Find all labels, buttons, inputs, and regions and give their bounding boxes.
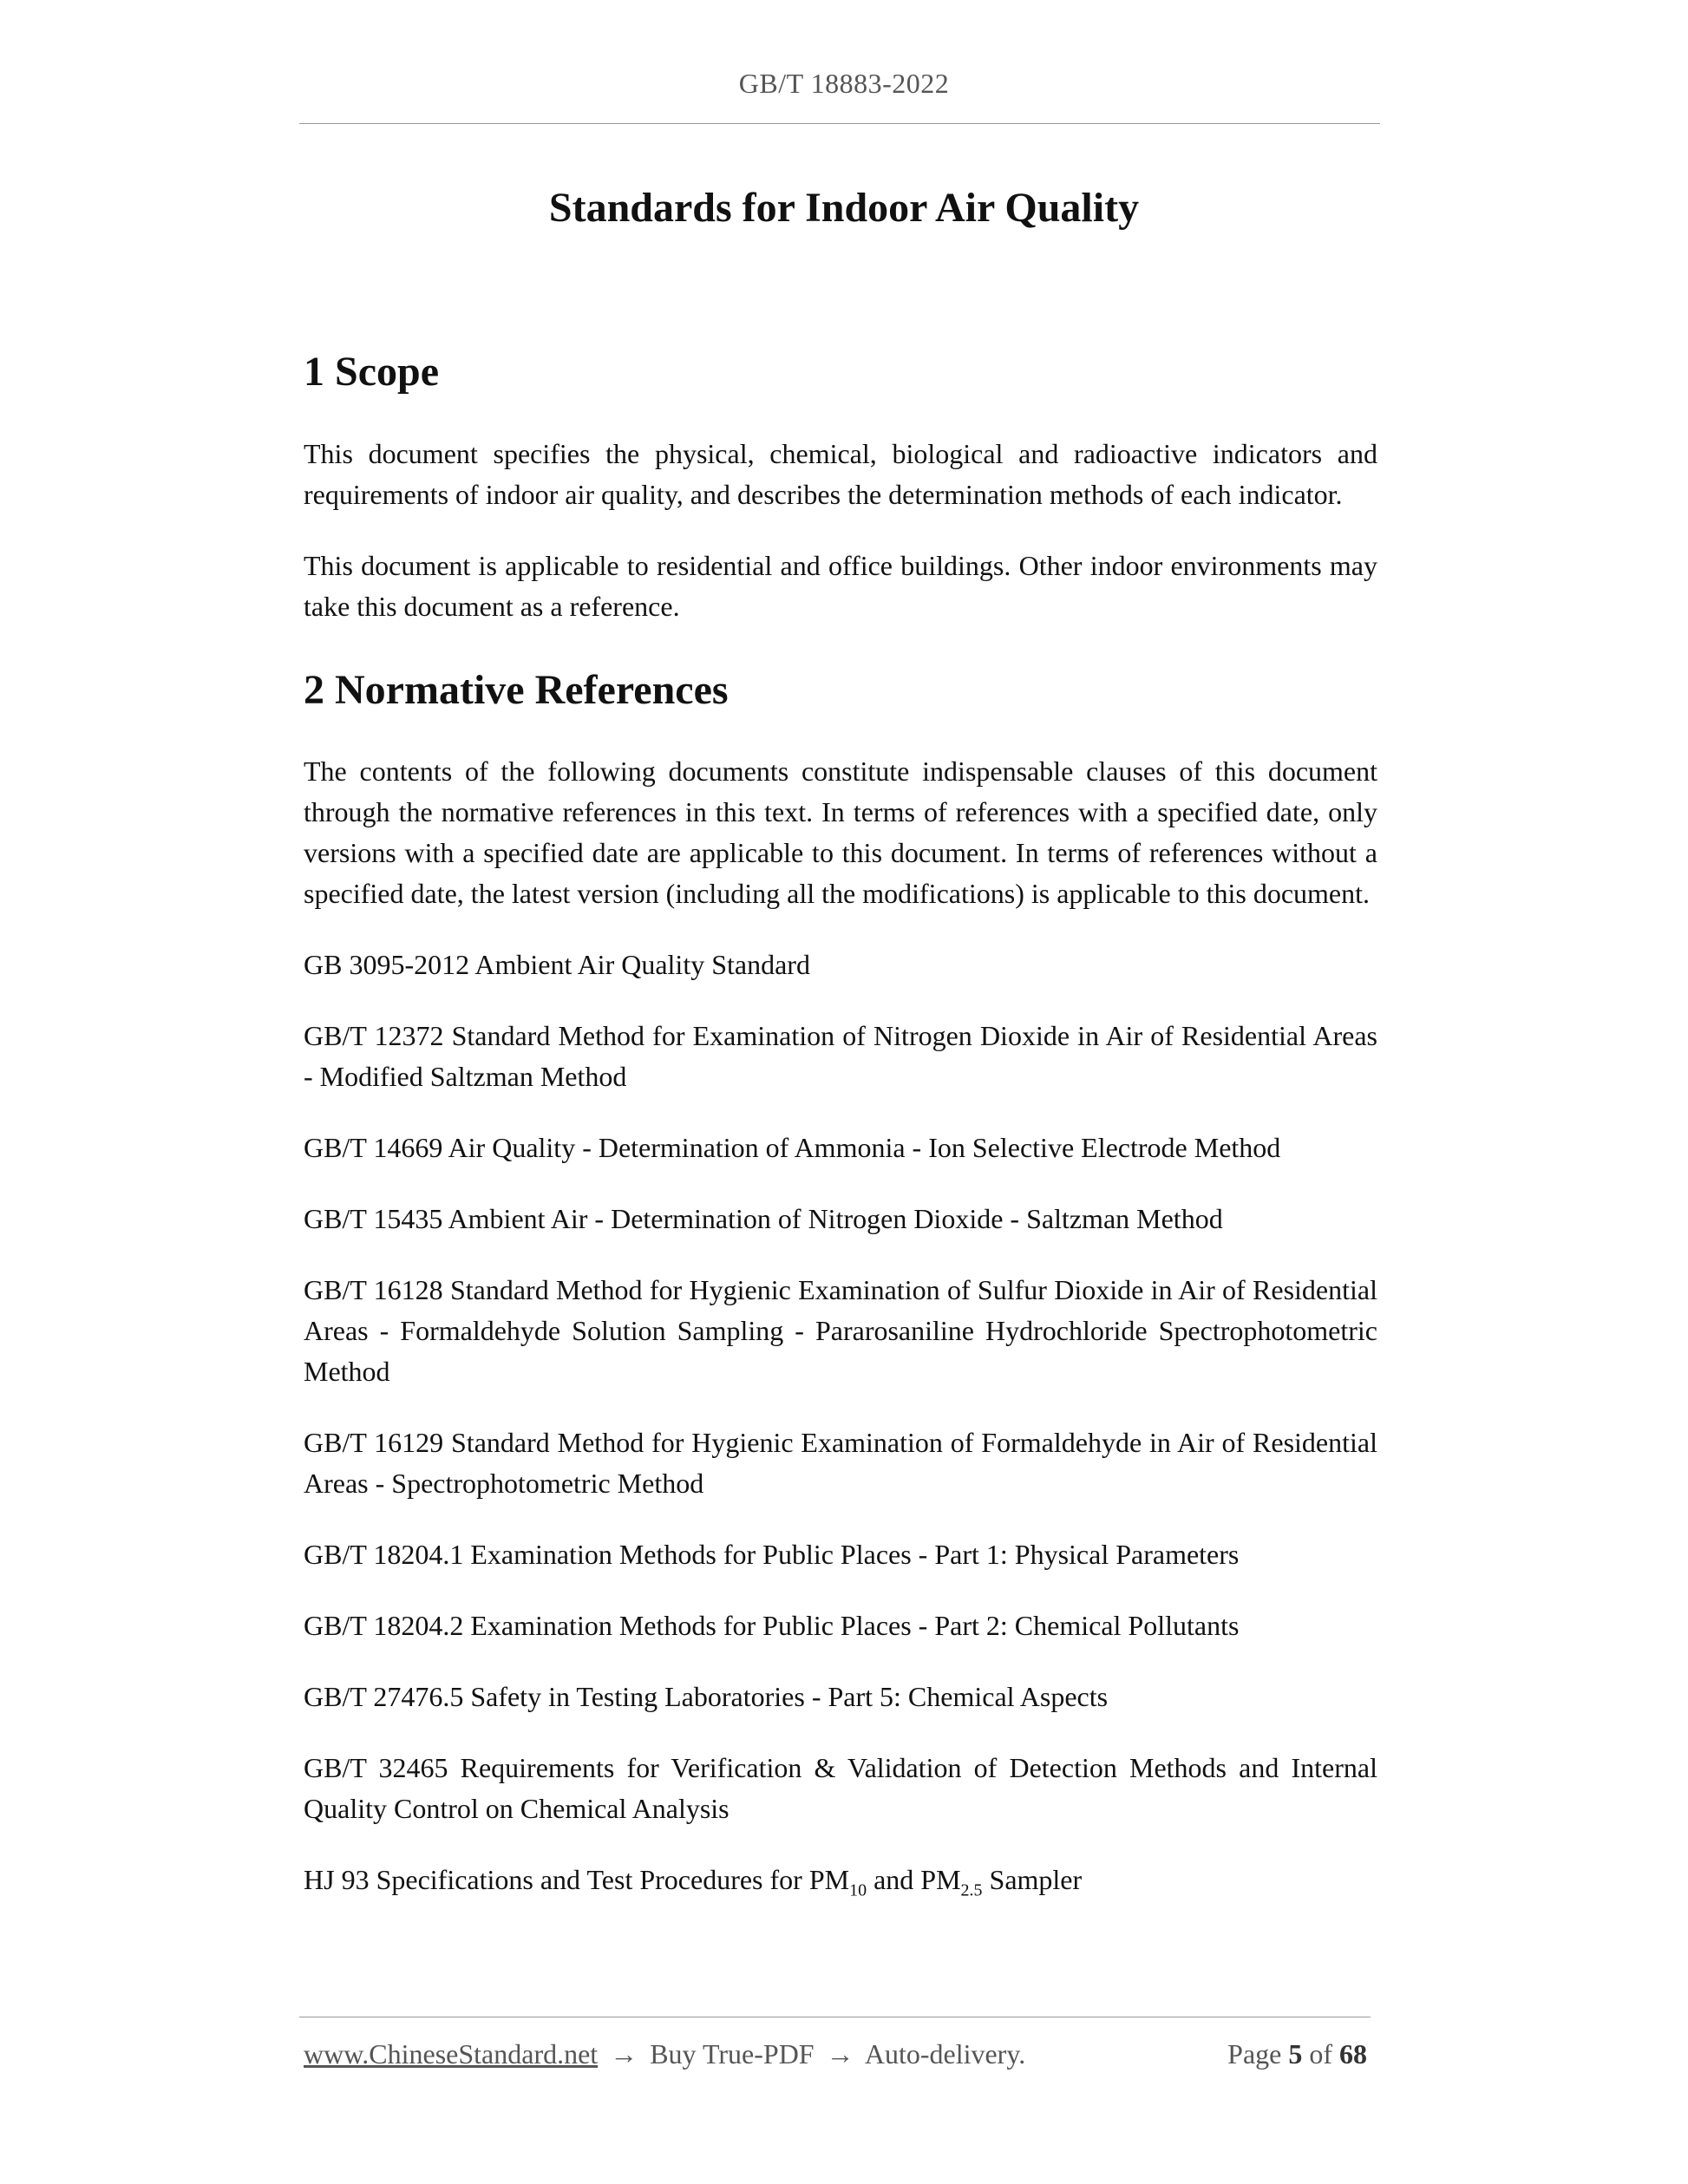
reference-item: GB/T 12372 Standard Method for Examination of Nitrogen Dioxide in Air of Residential Areas - Modified Saltzman Method <box>304 1020 1377 1093</box>
total-pages: 68 <box>1339 2038 1367 2070</box>
reference-item: GB 3095-2012 Ambient Air Quality Standard <box>304 949 810 981</box>
document-body <box>304 338 1377 1931</box>
arrow-right-icon: → <box>826 2038 854 2070</box>
page-label: Page <box>1227 2038 1282 2070</box>
reference-item: GB/T 14669 Air Quality - Determination of Ammonia - Ion Selective Electrode Method <box>304 1132 1281 1164</box>
reference-item: GB/T 27476.5 Safety in Testing Laboratories - Part 5: Chemical Aspects <box>304 1681 1109 1713</box>
reference-item: GB/T 18204.2 Examination Methods for Public Places - Part 2: Chemical Pollutants <box>304 1610 1240 1642</box>
section-heading-scope: 1 Scope <box>304 349 439 395</box>
footer-promo <box>304 2038 1025 2070</box>
reference-item: GB/T 15435 Ambient Air - Determination of Nitrogen Dioxide - Saltzman Method <box>304 1203 1223 1235</box>
arrow-right-icon: → <box>610 2038 638 2070</box>
subscript-2-5: 2.5 <box>960 1880 983 1900</box>
subscript-10: 10 <box>849 1880 867 1900</box>
buy-text: Buy True-PDF <box>650 2038 815 2070</box>
reference-item: GB/T 18204.1 Examination Methods for Public Places - Part 1: Physical Parameters <box>304 1539 1240 1571</box>
section-heading-normative-references: 2 Normative References <box>304 666 729 713</box>
reference-item: GB/T 16129 Standard Method for Hygienic Examination of Formaldehyde in Air of Residential Areas - Spectrophotometric Method <box>304 1427 1377 1500</box>
reference-text: HJ 93 Specifications and Test Procedures for PM <box>304 1864 850 1896</box>
page-header: GB/T 18883-2022 <box>738 68 950 99</box>
reference-item: GB/T 32465 Requirements for Verification & Validation of Detection Methods and Internal Quality Control on Chemical Analysis <box>304 1752 1377 1825</box>
page-indicator <box>1227 2038 1367 2070</box>
delivery-text: Auto-delivery. <box>864 2038 1026 2070</box>
reference-item: GB/T 16128 Standard Method for Hygienic Examination of Sulfur Dioxide in Air of Residential Areas - Formaldehyde Solution Sampling - Pararosaniline Hydrochloride Spectrophotometric Method <box>304 1274 1377 1388</box>
scope-paragraph: This document is applicable to residential and office buildings. Other indoor environments may take this document as a reference. <box>304 549 1377 622</box>
of-label: of <box>1309 2038 1332 2070</box>
scope-paragraph: This document specifies the physical, chemical, biological and radioactive indicators and requirements of indoor air quality, and describes the determination methods of each indicator. <box>304 437 1377 510</box>
reference-text: and PM <box>867 1864 961 1896</box>
reference-item-pm-sampler <box>304 1860 1377 1900</box>
website-link[interactable]: www.ChineseStandard.net <box>304 2038 599 2070</box>
header-divider <box>299 123 1380 124</box>
page-number: 5 <box>1288 2038 1303 2070</box>
normative-references-intro: The contents of the following documents constitute indispensable clauses of this document through the normative references in this text. In terms of references with a specified date, only versions with a specified date are applicable to this document. In terms of references without a specified date, the latest version (including all the modifications) is applicable to this document. <box>304 755 1377 910</box>
reference-list <box>304 945 1377 1900</box>
document-title: Standards for Indoor Air Quality <box>548 185 1140 231</box>
reference-text: Sampler <box>982 1864 1083 1896</box>
